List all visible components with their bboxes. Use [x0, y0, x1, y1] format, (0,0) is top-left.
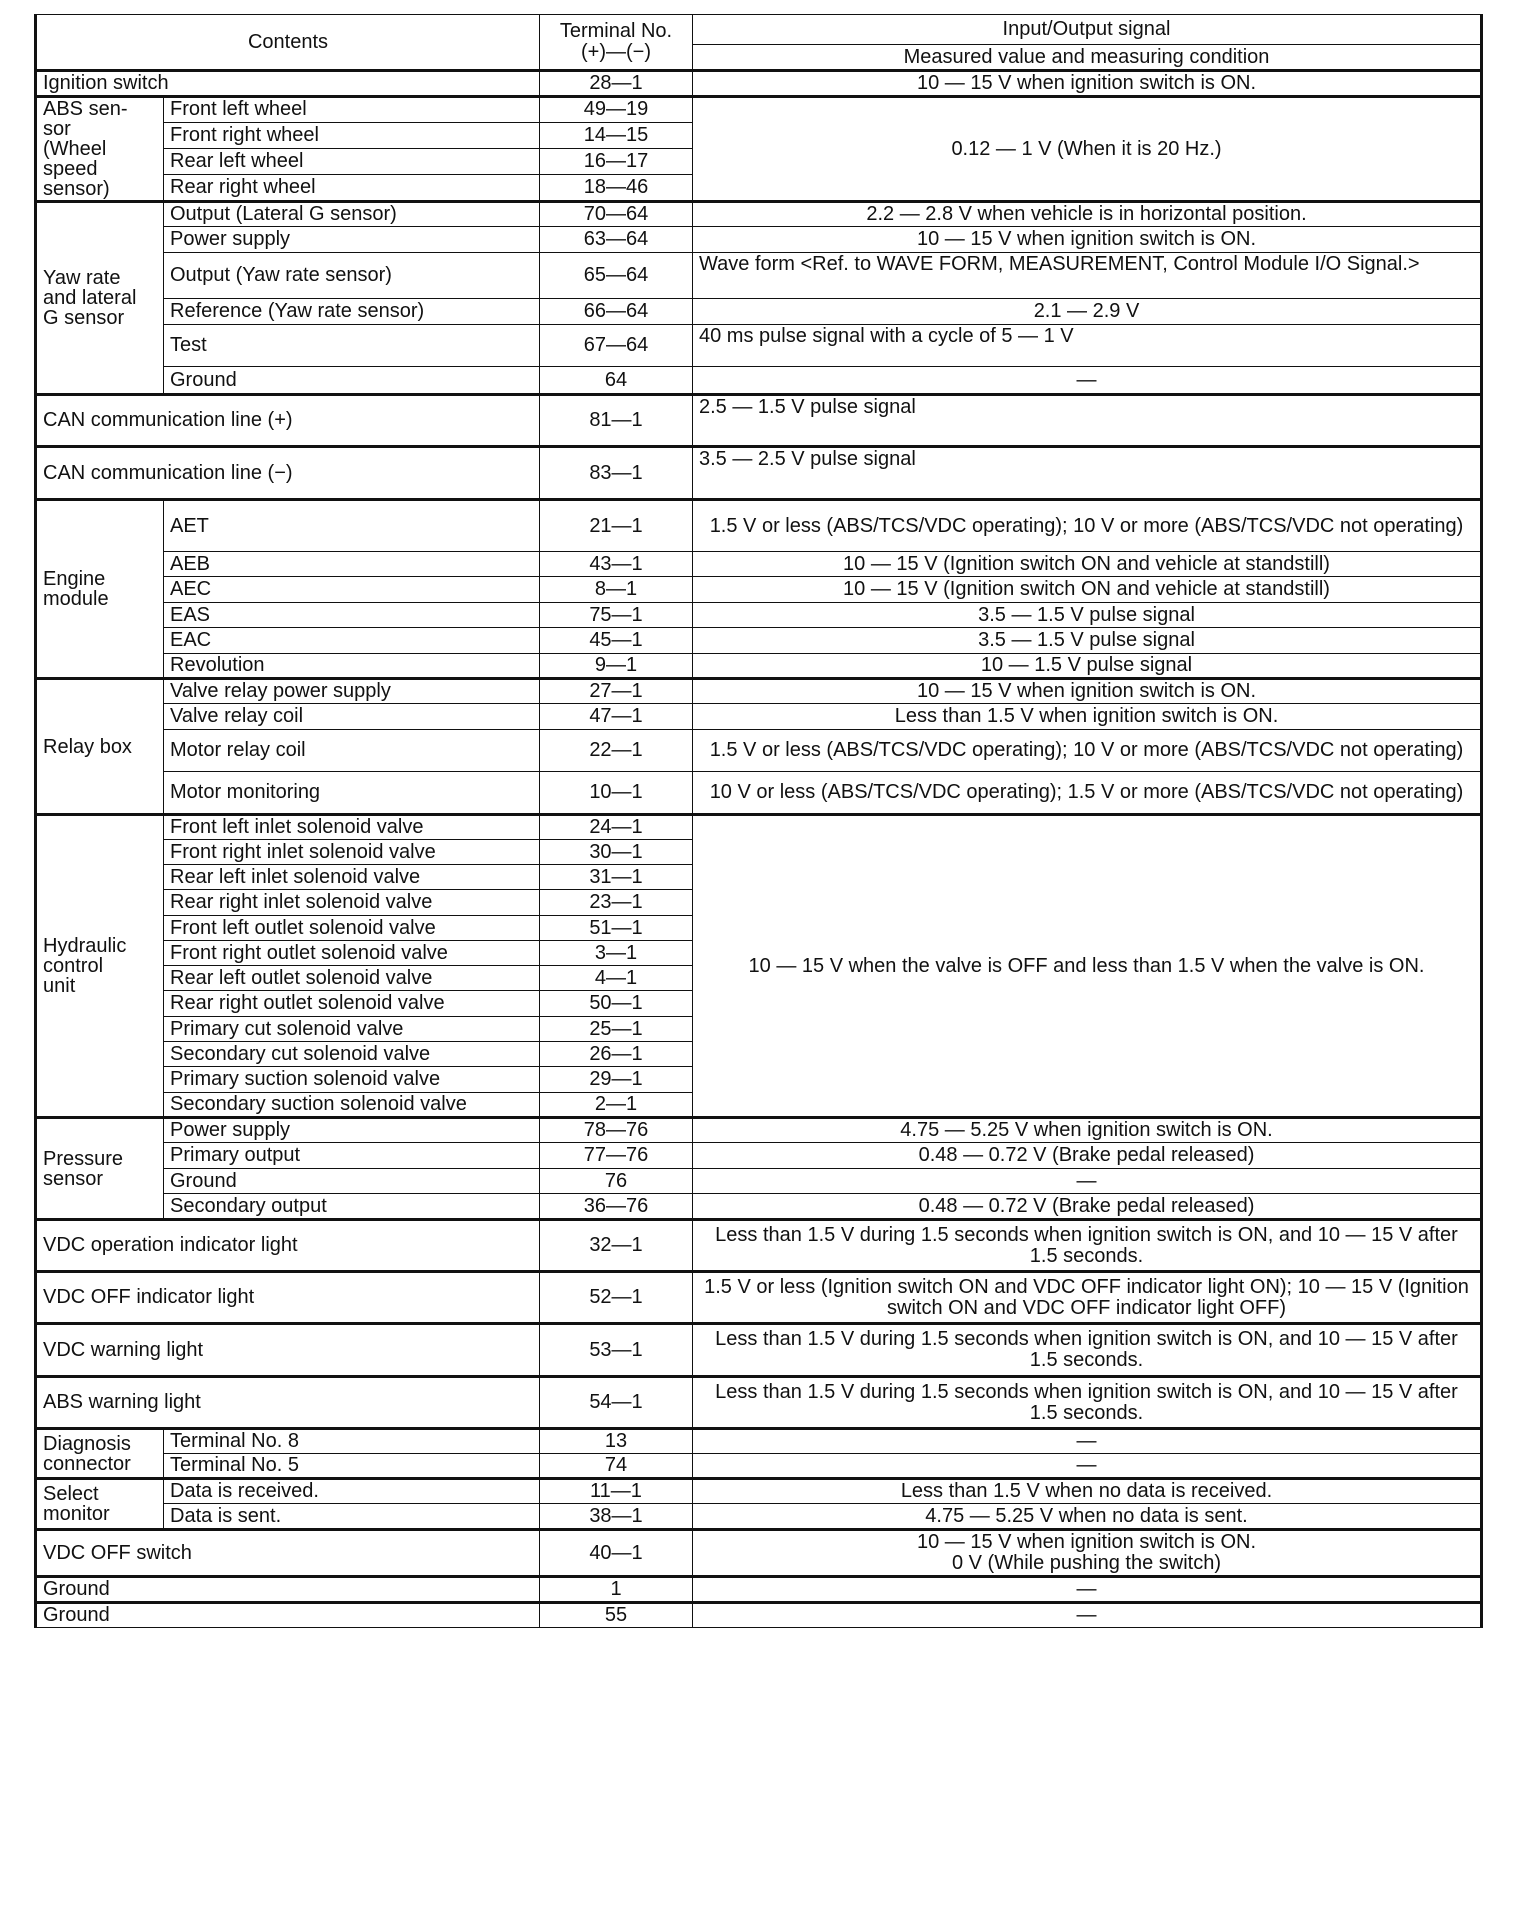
item-label: Terminal No. 8 [164, 1429, 540, 1454]
terminal-no: 54—1 [540, 1377, 693, 1429]
terminal-no: 23—1 [540, 890, 693, 916]
table-row [36, 299, 1482, 325]
signal-value: 10 — 15 V when ignition switch is ON. [693, 71, 1482, 97]
item-label: Output (Lateral G sensor) [164, 202, 540, 227]
row-label: VDC warning light [36, 1324, 540, 1377]
terminal-no: 27—1 [540, 679, 693, 704]
signal-value: 10 — 15 V when ignition switch is ON. [693, 679, 1482, 704]
signal-value: 2.2 — 2.8 V when vehicle is in horizontal position. [693, 202, 1482, 227]
table-row [36, 1220, 1482, 1272]
signal-value: — [693, 1577, 1482, 1603]
terminal-no: 3—1 [540, 941, 693, 966]
terminal-no: 21—1 [540, 500, 693, 552]
group-label: Relay box [36, 679, 164, 815]
table-row [36, 253, 1482, 299]
item-label: Valve relay coil [164, 704, 540, 730]
signal-value: 4.75 — 5.25 V when ignition switch is ON. [693, 1118, 1482, 1143]
item-label: Front left wheel [164, 97, 540, 123]
item-label: Power supply [164, 1118, 540, 1143]
terminal-no: 76 [540, 1169, 693, 1194]
item-label: EAC [164, 628, 540, 654]
item-label: Reference (Yaw rate sensor) [164, 299, 540, 325]
signal-value: 2.1 — 2.9 V [693, 299, 1482, 325]
signal-value: Less than 1.5 V when ignition switch is ON. [693, 704, 1482, 730]
signal-value: 0.48 — 0.72 V (Brake pedal released) [693, 1143, 1482, 1169]
signal-value: — [693, 1169, 1482, 1194]
signal-value: Less than 1.5 V during 1.5 seconds when ignition switch is ON, and 10 — 15 V after 1.5 seconds. [693, 1220, 1482, 1272]
header-signal: Input/Output signal [693, 15, 1482, 45]
item-label: Output (Yaw rate sensor) [164, 253, 540, 299]
signal-value: 1.5 V or less (ABS/TCS/VDC operating); 10 V or more (ABS/TCS/VDC not operating) [693, 500, 1482, 552]
item-label: Front right inlet solenoid valve [164, 840, 540, 865]
item-label: Rear left wheel [164, 148, 540, 174]
terminal-no: 22—1 [540, 730, 693, 772]
table-row [36, 1143, 1482, 1169]
signal-value: 10 — 15 V when ignition switch is ON. 0 V (While pushing the switch) [693, 1530, 1482, 1577]
terminal-no: 78—76 [540, 1118, 693, 1143]
table-row [36, 1454, 1482, 1479]
item-label: Front left inlet solenoid valve [164, 815, 540, 840]
terminal-no: 11—1 [540, 1479, 693, 1504]
table-row [36, 227, 1482, 253]
terminal-no: 14—15 [540, 122, 693, 148]
io-signal-table [34, 14, 1483, 1628]
table-row [36, 815, 1482, 840]
terminal-no: 16—17 [540, 148, 693, 174]
signal-value: 10 — 15 V (Ignition switch ON and vehicle at standstill) [693, 552, 1482, 577]
terminal-no: 70—64 [540, 202, 693, 227]
signal-value: 10 — 1.5 V pulse signal [693, 654, 1482, 679]
terminal-no: 2—1 [540, 1093, 693, 1118]
table-row [36, 1530, 1482, 1577]
header-row [36, 15, 1482, 45]
item-label: AEB [164, 552, 540, 577]
table-row [36, 1194, 1482, 1220]
row-label: Ignition switch [36, 71, 540, 97]
item-label: Secondary output [164, 1194, 540, 1220]
item-label: Rear right wheel [164, 174, 540, 201]
terminal-no: 29—1 [540, 1067, 693, 1093]
row-label: CAN communication line (−) [36, 447, 540, 500]
terminal-no: 24—1 [540, 815, 693, 840]
header-measured: Measured value and measuring condition [693, 45, 1482, 71]
item-label: Rear left inlet solenoid valve [164, 865, 540, 890]
terminal-no: 50—1 [540, 991, 693, 1017]
item-label: Primary suction solenoid valve [164, 1067, 540, 1093]
table-row [36, 1377, 1482, 1429]
signal-value: Wave form <Ref. to WAVE FORM, MEASUREMENT, Control Module I/O Signal.> [693, 253, 1482, 299]
table-row [36, 654, 1482, 679]
terminal-no: 55 [540, 1603, 693, 1628]
terminal-no: 25—1 [540, 1017, 693, 1042]
group-label: Engine module [36, 500, 164, 679]
item-label: Motor monitoring [164, 772, 540, 815]
item-label: Terminal No. 5 [164, 1454, 540, 1479]
row-label: Ground [36, 1603, 540, 1628]
terminal-no: 75—1 [540, 603, 693, 628]
signal-value: — [693, 1454, 1482, 1479]
terminal-no: 64 [540, 367, 693, 395]
terminal-no: 13 [540, 1429, 693, 1454]
row-label: VDC OFF indicator light [36, 1272, 540, 1324]
group-label: ABS sen- sor (Wheel speed sensor) [36, 97, 164, 202]
table-row [36, 704, 1482, 730]
row-label: Ground [36, 1577, 540, 1603]
table-row [36, 577, 1482, 603]
terminal-no: 67—64 [540, 325, 693, 367]
table-row [36, 552, 1482, 577]
table-body [36, 15, 1482, 1628]
item-label: Data is sent. [164, 1504, 540, 1530]
table-row [36, 1577, 1482, 1603]
item-label: Primary cut solenoid valve [164, 1017, 540, 1042]
table-row [36, 772, 1482, 815]
signal-value: 10 — 15 V when ignition switch is ON. [693, 227, 1482, 253]
terminal-no: 18—46 [540, 174, 693, 201]
table-row [36, 202, 1482, 227]
item-label: Ground [164, 1169, 540, 1194]
signal-value: 4.75 — 5.25 V when no data is sent. [693, 1504, 1482, 1530]
terminal-no: 9—1 [540, 654, 693, 679]
terminal-no: 65—64 [540, 253, 693, 299]
terminal-no: 47—1 [540, 704, 693, 730]
signal-value: Less than 1.5 V during 1.5 seconds when ignition switch is ON, and 10 — 15 V after 1.5 seconds. [693, 1377, 1482, 1429]
item-label: Primary output [164, 1143, 540, 1169]
table-row [36, 325, 1482, 367]
table-row [36, 71, 1482, 97]
table-row [36, 1324, 1482, 1377]
group-label: Select monitor [36, 1479, 164, 1530]
group-label: Diagnosis connector [36, 1429, 164, 1479]
row-label: VDC OFF switch [36, 1530, 540, 1577]
item-label: Data is received. [164, 1479, 540, 1504]
table-row [36, 628, 1482, 654]
item-label: AEC [164, 577, 540, 603]
signal-value: 10 — 15 V (Ignition switch ON and vehicle at standstill) [693, 577, 1482, 603]
signal-value: — [693, 1603, 1482, 1628]
signal-value: 1.5 V or less (ABS/TCS/VDC operating); 10 V or more (ABS/TCS/VDC not operating) [693, 730, 1482, 772]
signal-value: 0.48 — 0.72 V (Brake pedal released) [693, 1194, 1482, 1220]
terminal-no: 49—19 [540, 97, 693, 123]
terminal-no: 45—1 [540, 628, 693, 654]
item-label: Power supply [164, 227, 540, 253]
item-label: Rear right outlet solenoid valve [164, 991, 540, 1017]
terminal-no: 51—1 [540, 916, 693, 941]
signal-value: 2.5 — 1.5 V pulse signal [693, 395, 1482, 447]
signal-value: — [693, 1429, 1482, 1454]
terminal-no: 74 [540, 1454, 693, 1479]
signal-value: 10 V or less (ABS/TCS/VDC operating); 1.5 V or more (ABS/TCS/VDC not operating) [693, 772, 1482, 815]
signal-value: 3.5 — 1.5 V pulse signal [693, 628, 1482, 654]
table-row [36, 395, 1482, 447]
signal-value: 40 ms pulse signal with a cycle of 5 — 1 V [693, 325, 1482, 367]
terminal-no: 31—1 [540, 865, 693, 890]
terminal-no: 1 [540, 1577, 693, 1603]
terminal-no: 81—1 [540, 395, 693, 447]
item-label: Rear left outlet solenoid valve [164, 966, 540, 991]
table-row [36, 447, 1482, 500]
group-label: Hydraulic control unit [36, 815, 164, 1118]
table-row [36, 1169, 1482, 1194]
terminal-no: 30—1 [540, 840, 693, 865]
terminal-no: 40—1 [540, 1530, 693, 1577]
signal-value: — [693, 367, 1482, 395]
table-row [36, 1504, 1482, 1530]
header-contents: Contents [36, 15, 540, 71]
terminal-no: 38—1 [540, 1504, 693, 1530]
item-label: AET [164, 500, 540, 552]
table-row [36, 1118, 1482, 1143]
table-row [36, 730, 1482, 772]
terminal-no: 63—64 [540, 227, 693, 253]
terminal-no: 66—64 [540, 299, 693, 325]
item-label: Front left outlet solenoid valve [164, 916, 540, 941]
table-row [36, 97, 1482, 123]
signal-value: 10 — 15 V when the valve is OFF and less than 1.5 V when the valve is ON. [693, 815, 1482, 1118]
table-row [36, 1479, 1482, 1504]
signal-value: 3.5 — 1.5 V pulse signal [693, 603, 1482, 628]
terminal-no: 8—1 [540, 577, 693, 603]
table-row [36, 500, 1482, 552]
signal-value: Less than 1.5 V when no data is received. [693, 1479, 1482, 1504]
terminal-no: 83—1 [540, 447, 693, 500]
terminal-no: 53—1 [540, 1324, 693, 1377]
row-label: VDC operation indicator light [36, 1220, 540, 1272]
terminal-no: 10—1 [540, 772, 693, 815]
terminal-no: 36—76 [540, 1194, 693, 1220]
item-label: Rear right inlet solenoid valve [164, 890, 540, 916]
row-label: ABS warning light [36, 1377, 540, 1429]
table-row [36, 679, 1482, 704]
item-label: Secondary cut solenoid valve [164, 1042, 540, 1067]
signal-value: Less than 1.5 V during 1.5 seconds when ignition switch is ON, and 10 — 15 V after 1.5 seconds. [693, 1324, 1482, 1377]
item-label: Front right outlet solenoid valve [164, 941, 540, 966]
terminal-no: 4—1 [540, 966, 693, 991]
item-label: Secondary suction solenoid valve [164, 1093, 540, 1118]
signal-value: 3.5 — 2.5 V pulse signal [693, 447, 1482, 500]
item-label: Ground [164, 367, 540, 395]
signal-value: 1.5 V or less (Ignition switch ON and VDC OFF indicator light ON); 10 — 15 V (Ignition switch ON and VDC OFF indicator light OFF) [693, 1272, 1482, 1324]
header-terminal: Terminal No. (+)—(−) [540, 15, 693, 71]
table-row [36, 1272, 1482, 1324]
item-label: Test [164, 325, 540, 367]
signal-value: 0.12 — 1 V (When it is 20 Hz.) [693, 97, 1482, 202]
item-label: Valve relay power supply [164, 679, 540, 704]
item-label: Motor relay coil [164, 730, 540, 772]
item-label: Front right wheel [164, 122, 540, 148]
terminal-no: 77—76 [540, 1143, 693, 1169]
terminal-no: 32—1 [540, 1220, 693, 1272]
group-label: Yaw rate and lateral G sensor [36, 202, 164, 395]
item-label: Revolution [164, 654, 540, 679]
terminal-no: 43—1 [540, 552, 693, 577]
table-row [36, 1429, 1482, 1454]
item-label: EAS [164, 603, 540, 628]
terminal-no: 28—1 [540, 71, 693, 97]
terminal-no: 52—1 [540, 1272, 693, 1324]
table-row [36, 603, 1482, 628]
group-label: Pressure sensor [36, 1118, 164, 1220]
terminal-no: 26—1 [540, 1042, 693, 1067]
table-row [36, 1603, 1482, 1628]
row-label: CAN communication line (+) [36, 395, 540, 447]
table-row [36, 367, 1482, 395]
